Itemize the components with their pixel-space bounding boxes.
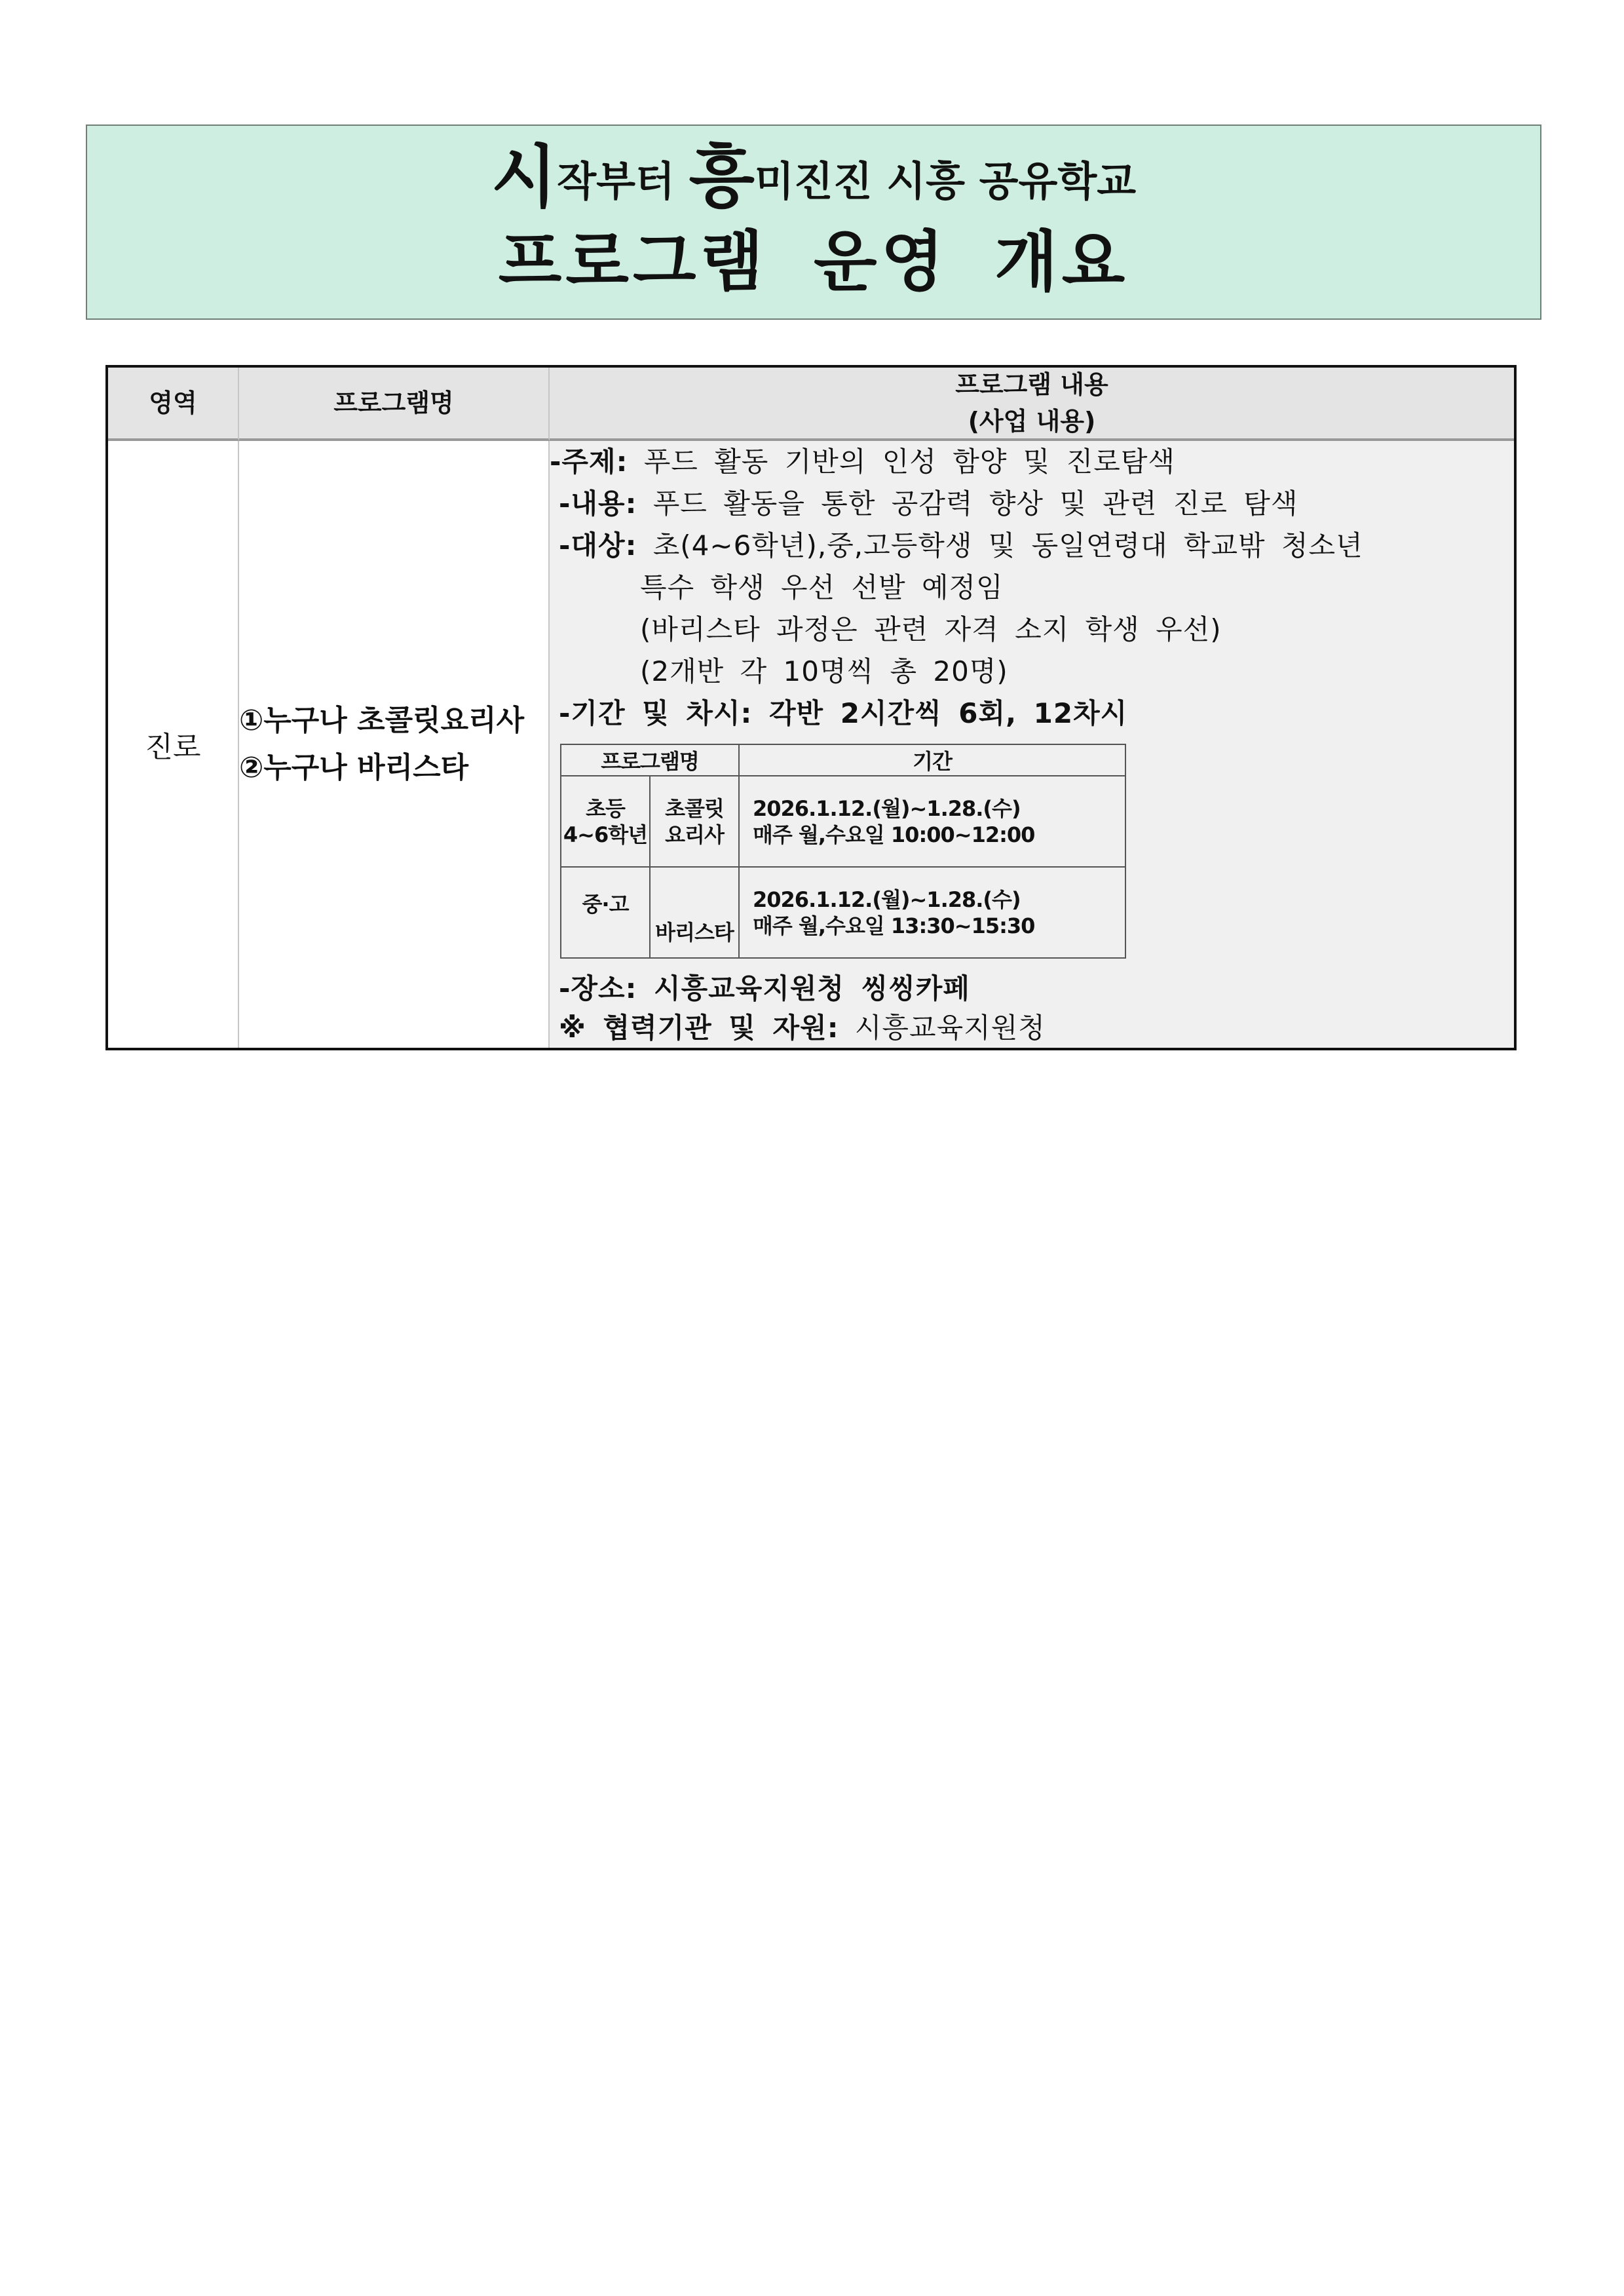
title-initial-si: 시 <box>491 137 557 217</box>
partner-text: 시흥교육지원청 <box>839 1012 1046 1044</box>
schedule-level-text: 중·고 <box>582 892 629 917</box>
target-line-2: 특수 학생 우선 선발 예정임 <box>640 571 1004 603</box>
schedule-period-text: 2026.1.12.(월)~1.28.(수) <box>753 795 1021 821</box>
detail-label: -내용: <box>559 488 637 520</box>
schedule-period-text: 2026.1.12.(월)~1.28.(수) <box>753 887 1021 912</box>
program-overview-table <box>105 365 1517 1050</box>
schedule-period <box>739 776 1125 867</box>
program-title <box>87 137 1540 217</box>
period-line: -기간 및 차시: 각반 2시간씩 6회, 12차시 <box>559 697 1128 729</box>
header-content-line1: 프로그램 내용 <box>955 370 1108 399</box>
target-line-3: (바리스타 과정은 관련 자격 소지 학생 우선) <box>640 613 1222 645</box>
place-line: -장소: 시흥교육지원청 씽씽카페 <box>559 972 970 1004</box>
schedule-header-program: 프로그램명 <box>561 744 739 776</box>
header-area: 영역 <box>108 368 239 441</box>
program-name-2: ②누구나 바리스타 <box>239 751 469 784</box>
schedule-period <box>739 867 1125 958</box>
header-program-content <box>550 368 1514 441</box>
header-program-name: 프로그램명 <box>239 368 550 441</box>
schedule-program <box>650 776 739 867</box>
detail-line <box>559 484 1298 524</box>
title-initial-heung: 흥 <box>689 137 755 217</box>
target-label: -대상: <box>559 529 637 562</box>
schedule-header-row <box>561 744 1125 776</box>
schedule-period-text: 매주 월,수요일 13:30~15:30 <box>753 913 1035 938</box>
schedule-level <box>561 867 650 958</box>
schedule-level-text: 4~6학년 <box>563 822 648 847</box>
theme-label: -주제: <box>550 446 628 478</box>
schedule-period-text: 매주 월,수요일 10:00~12:00 <box>753 822 1035 847</box>
title-part-1: 작부터 <box>557 157 689 205</box>
target-line-4: (2개반 각 10명씩 총 20명) <box>640 655 1008 687</box>
program-name-1: ①누구나 초콜릿요리사 <box>239 704 525 737</box>
theme-line <box>550 442 1175 482</box>
schedule-program-text: 초콜릿 <box>665 795 724 821</box>
schedule-table <box>560 744 1126 959</box>
schedule-program <box>650 867 739 958</box>
area-cell: 진로 <box>108 441 239 1048</box>
schedule-row <box>561 867 1125 958</box>
header-content-line2: (사업 내용) <box>968 407 1096 436</box>
schedule-level <box>561 776 650 867</box>
schedule-level-text: 초등 <box>586 795 625 821</box>
title-part-2: 미진진 시흥 공유학교 <box>755 157 1137 205</box>
schedule-row <box>561 776 1125 867</box>
partner-label: ※ 협력기관 및 자원: <box>559 1012 839 1044</box>
document-title: 프로그램 운영 개요 <box>498 223 1129 300</box>
target-line <box>559 526 1363 565</box>
schedule-program-text: 바리스타 <box>655 920 734 945</box>
title-banner <box>86 124 1541 320</box>
theme-text: 푸드 활동 기반의 인성 함양 및 진로탐색 <box>628 446 1175 478</box>
schedule-header-period: 기간 <box>739 744 1125 776</box>
program-content-cell <box>550 441 1514 1048</box>
partner-line <box>559 1008 1046 1048</box>
schedule-program-text: 요리사 <box>665 822 724 847</box>
target-text: 초(4~6학년),중,고등학생 및 동일연령대 학교밖 청소년 <box>637 529 1363 562</box>
program-names-cell <box>239 441 550 1048</box>
detail-text: 푸드 활동을 통한 공감력 향상 및 관련 진로 탐색 <box>637 488 1298 520</box>
